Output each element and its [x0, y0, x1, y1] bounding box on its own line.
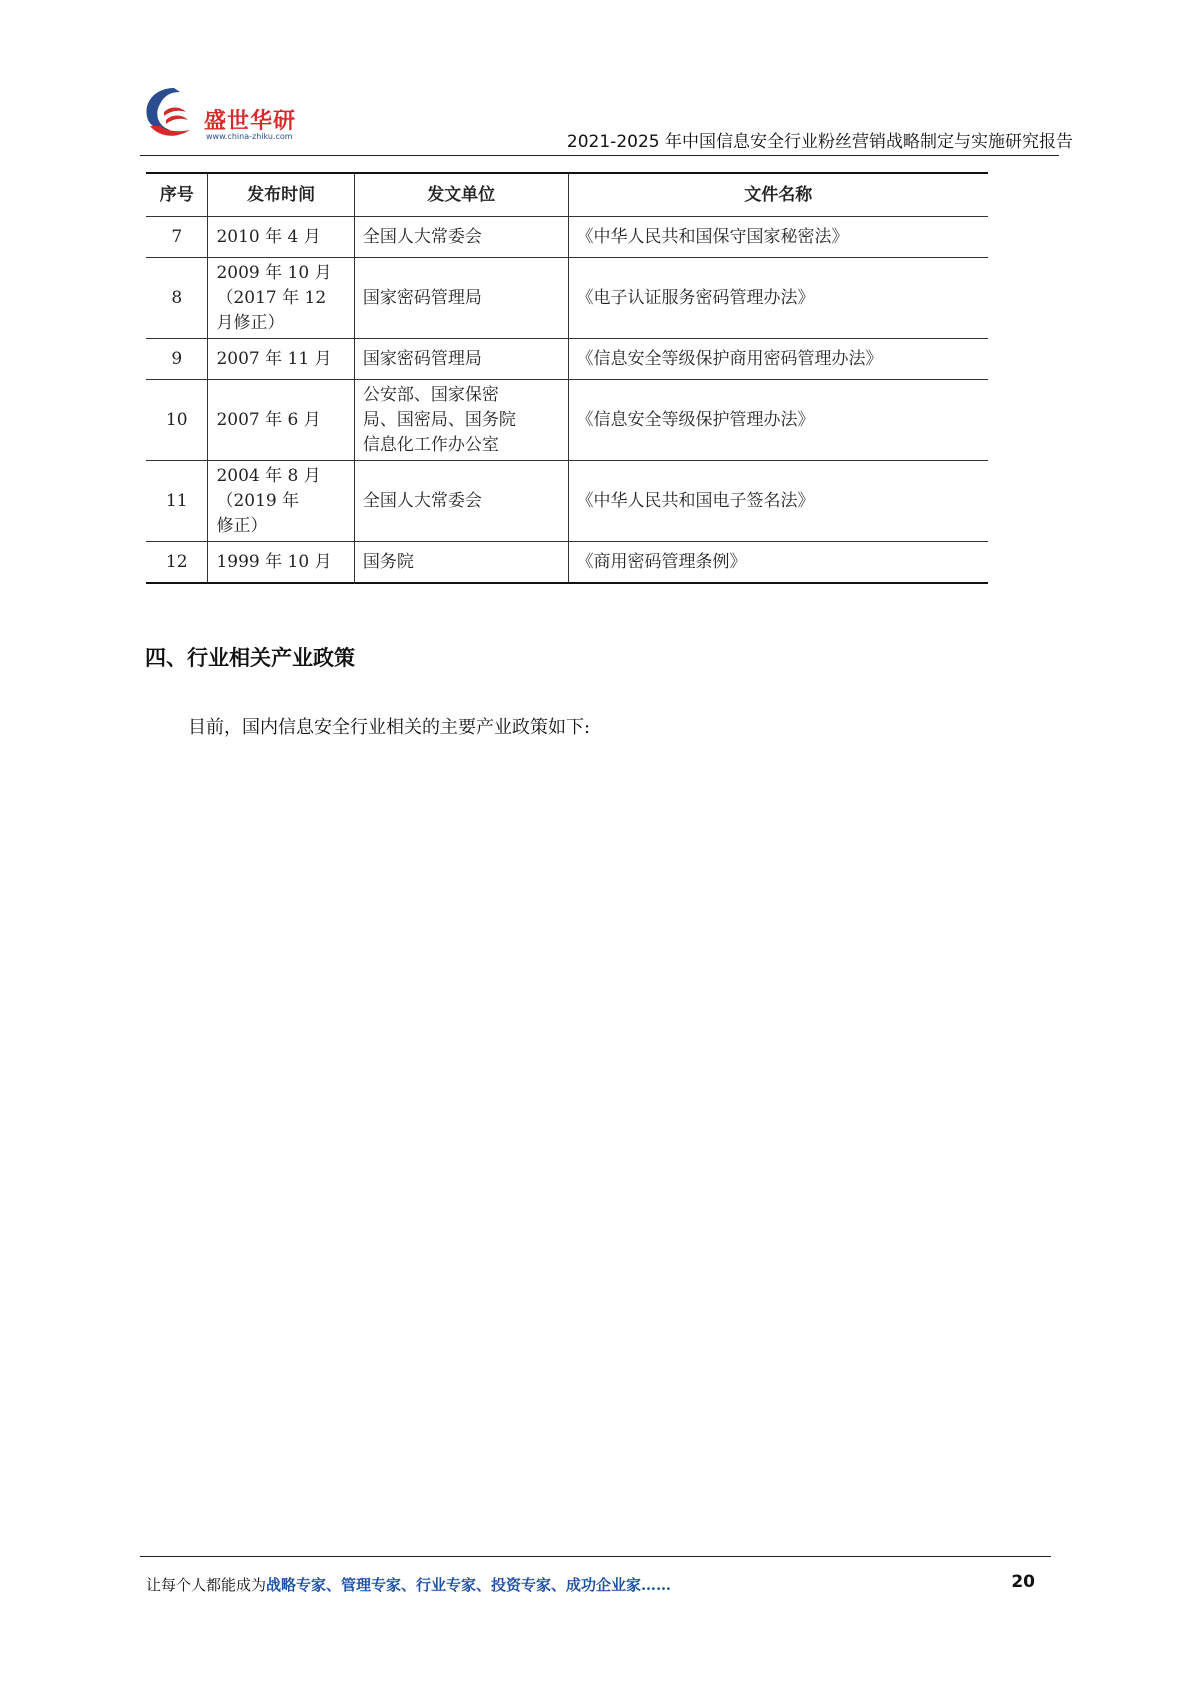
- company-logo: [140, 82, 340, 148]
- cell-issuer: 全国人大常委会: [354, 461, 568, 542]
- cell-title: 《电子认证服务密码管理办法》: [568, 258, 988, 339]
- table-row: [146, 380, 988, 461]
- section-heading: 四、行业相关产业政策: [145, 646, 355, 670]
- table-row: [146, 339, 988, 380]
- cell-title: 《信息安全等级保护管理办法》: [568, 380, 988, 461]
- cell-date: 2010 年 4 月: [208, 217, 354, 258]
- cell-date: 2007 年 6 月: [208, 380, 354, 461]
- page-number: 20: [1011, 1572, 1035, 1592]
- report-title: 2021-2025 年中国信息安全行业粉丝营销战略制定与实施研究报告: [566, 132, 1073, 152]
- footer-slogan-prefix: 让每个人都能成为: [146, 1576, 267, 1594]
- footer-slogan-highlight: 战略专家、管理专家、行业专家、投资专家、成功企业家……: [266, 1576, 672, 1594]
- table-header-row: [146, 173, 988, 217]
- cell-date: 1999 年 10 月: [208, 542, 354, 584]
- table-row: [146, 461, 988, 542]
- regulation-table: [146, 172, 988, 584]
- cell-no: 7: [146, 217, 208, 258]
- logo-url: www.china-zhiku.com: [206, 132, 293, 141]
- cell-title: 《中华人民共和国保守国家秘密法》: [568, 217, 988, 258]
- logo-swoosh-icon: [140, 82, 204, 144]
- footer-divider: [140, 1556, 1051, 1557]
- column-header-title: 文件名称: [568, 173, 988, 217]
- table-row: [146, 542, 988, 584]
- table-row: [146, 258, 988, 339]
- logo-text: 盛世华研: [204, 109, 297, 134]
- cell-issuer: 全国人大常委会: [354, 217, 568, 258]
- cell-date: 2009 年 10 月 （2017 年 12 月修正）: [208, 258, 354, 339]
- cell-no: 12: [146, 542, 208, 584]
- cell-issuer: 公安部、国家保密 局、国密局、国务院 信息化工作办公室: [354, 380, 568, 461]
- cell-no: 9: [146, 339, 208, 380]
- cell-title: 《商用密码管理条例》: [568, 542, 988, 584]
- footer-slogan: [146, 1574, 671, 1595]
- cell-date: 2004 年 8 月 （2019 年 修正）: [208, 461, 354, 542]
- cell-date: 2007 年 11 月: [208, 339, 354, 380]
- cell-title: 《信息安全等级保护商用密码管理办法》: [568, 339, 988, 380]
- cell-issuer: 国务院: [354, 542, 568, 584]
- cell-no: 11: [146, 461, 208, 542]
- cell-issuer: 国家密码管理局: [354, 339, 568, 380]
- header-divider: [140, 155, 1059, 156]
- column-header-date: 发布时间: [208, 173, 354, 217]
- cell-no: 8: [146, 258, 208, 339]
- column-header-no: 序号: [146, 173, 208, 217]
- body-paragraph: 目前，国内信息安全行业相关的主要产业政策如下:: [188, 717, 591, 738]
- cell-no: 10: [146, 380, 208, 461]
- column-header-issuer: 发文单位: [354, 173, 568, 217]
- cell-title: 《中华人民共和国电子签名法》: [568, 461, 988, 542]
- table-row: [146, 217, 988, 258]
- cell-issuer: 国家密码管理局: [354, 258, 568, 339]
